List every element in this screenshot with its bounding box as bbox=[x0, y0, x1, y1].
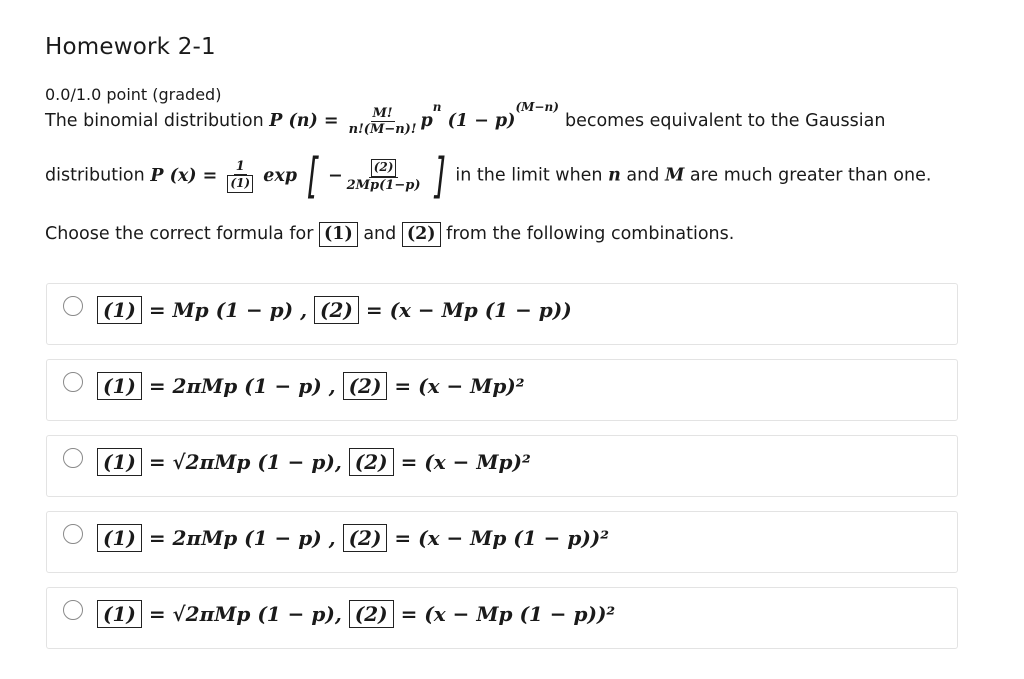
radio-button[interactable] bbox=[63, 448, 83, 468]
question-text: The binomial distribution bbox=[45, 111, 264, 131]
points-label: 0.0/1.0 point (graded) bbox=[45, 85, 222, 104]
math-gaussian: P (x) = $\frac{1}{(1)}$ exp [ − $\frac{(2)}{2Mp(1-p)}$ ] bbox=[150, 148, 446, 204]
answer-option-1[interactable] bbox=[46, 283, 958, 345]
radio-button[interactable] bbox=[63, 524, 83, 544]
placeholder-box-1: (1) bbox=[319, 222, 358, 247]
question-text: from the following combinations. bbox=[446, 224, 735, 244]
option-formula: (1) = √2πMp (1 − p), (2) = (x − Mp)² bbox=[97, 448, 531, 476]
option-formula: (1) = 2πMp (1 − p) , (2) = (x − Mp)² bbox=[97, 372, 525, 400]
question-text: distribution bbox=[45, 165, 145, 186]
question-text: becomes equivalent to the Gaussian bbox=[564, 111, 886, 131]
answer-option-4[interactable] bbox=[46, 511, 958, 573]
radio-button[interactable] bbox=[63, 372, 83, 392]
radio-button[interactable] bbox=[63, 296, 83, 316]
question-line-2: distribution P (x) = $\frac{1}{(1)}$ exp [ − $\frac{(2)}{2Mp(1-p)}$ ] in the limit when n and M are much greater than one. bbox=[45, 148, 932, 204]
question-text: and bbox=[626, 165, 660, 186]
option-formula: (1) = √2πMp (1 − p), (2) = (x − Mp (1 − p))² bbox=[97, 600, 615, 628]
question-text: in the limit when bbox=[455, 165, 603, 186]
answer-option-2[interactable] bbox=[46, 359, 958, 421]
placeholder-box-2: (2) bbox=[402, 222, 441, 247]
option-formula: (1) = 2πMp (1 − p) , (2) = (x − Mp (1 − p))² bbox=[97, 524, 609, 552]
question-line-3 bbox=[45, 222, 734, 247]
answer-option-3[interactable] bbox=[46, 435, 958, 497]
question-text: are much greater than one. bbox=[689, 165, 932, 186]
question-text: and bbox=[363, 224, 397, 244]
question-text: Choose the correct formula for bbox=[45, 224, 314, 244]
math-binomial: P (n) = $\frac{M!}{n!(M-n)!}$ $p^n$ $(1 - p)^{(M-n)}$ bbox=[269, 100, 559, 137]
answer-option-5[interactable] bbox=[46, 587, 958, 649]
question-line-1 bbox=[45, 100, 886, 137]
radio-button[interactable] bbox=[63, 600, 83, 620]
option-formula: (1) = Mp (1 − p) , (2) = (x − Mp (1 − p)) bbox=[97, 296, 572, 324]
page-title: Homework 2-1 bbox=[45, 34, 216, 60]
